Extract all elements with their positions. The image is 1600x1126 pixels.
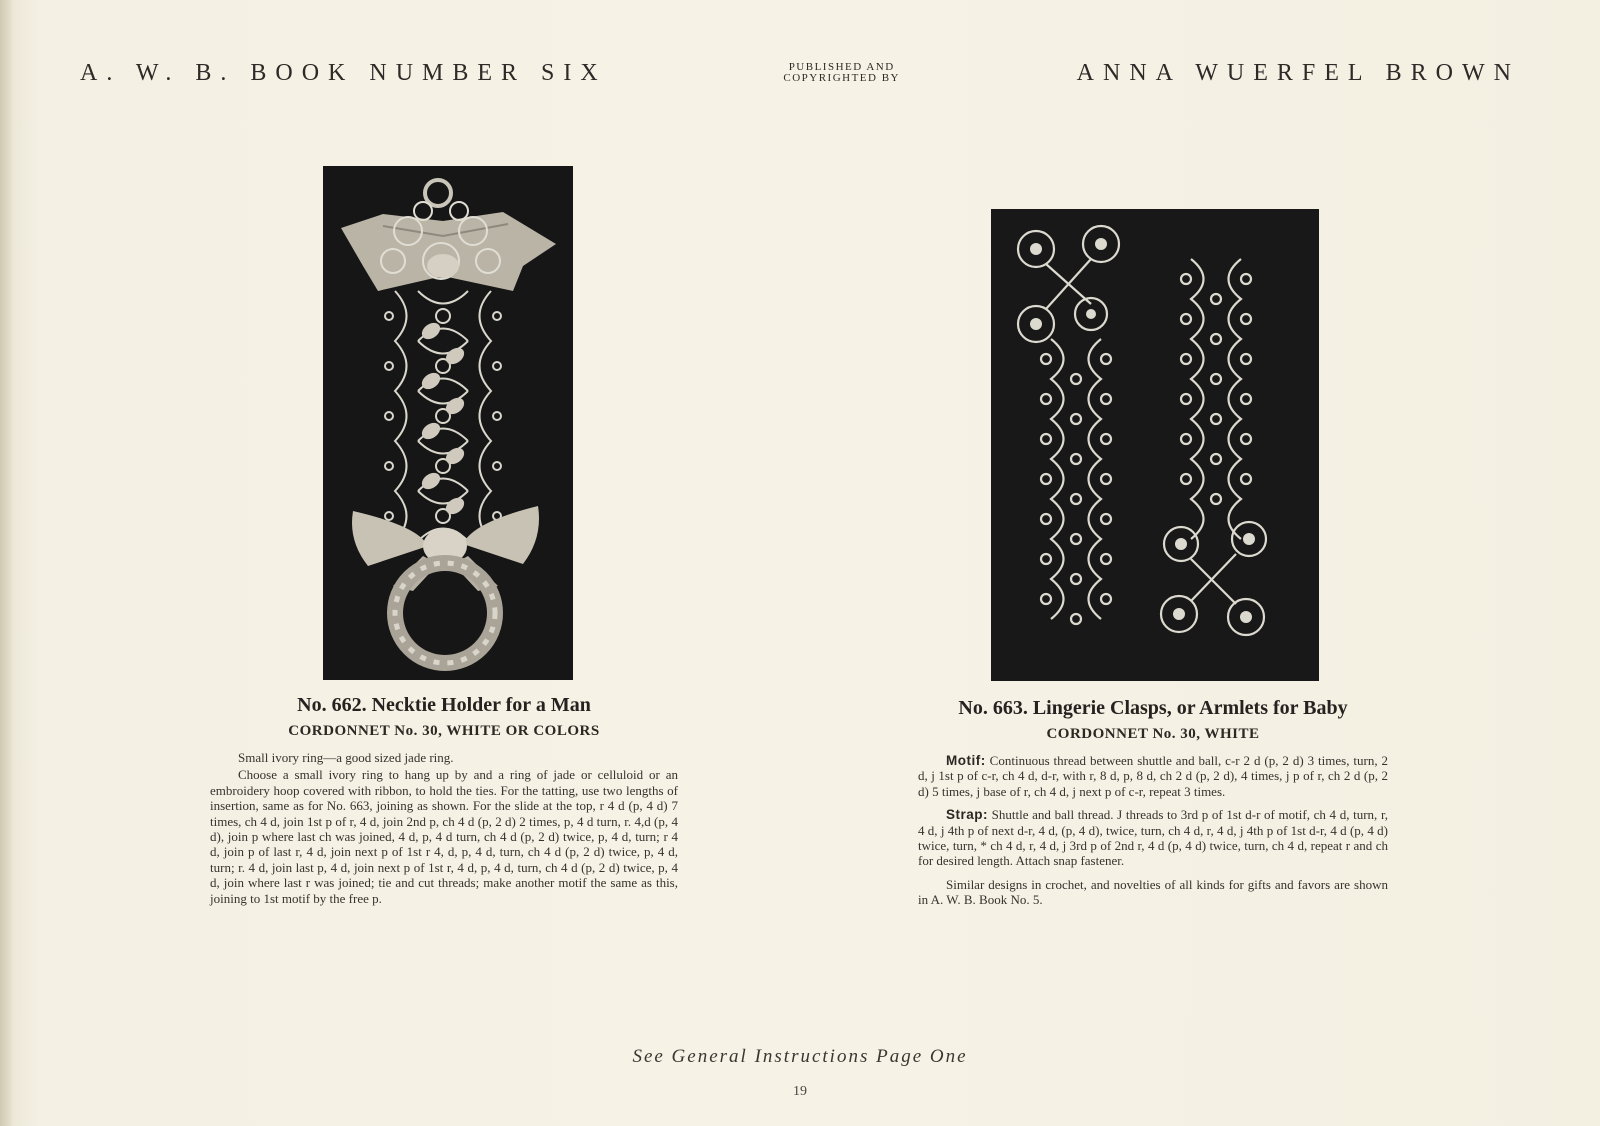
- strap-term: Strap:: [946, 807, 989, 823]
- header-published-line1: PUBLISHED AND: [788, 61, 895, 73]
- item-663-title: No. 663. Lingerie Clasps, or Armlets for Baby: [958, 697, 1348, 719]
- page-number: 19: [793, 1084, 807, 1099]
- header-book-title: A. W. B. BOOK NUMBER SIX: [80, 59, 607, 86]
- header-published-by: [783, 62, 900, 84]
- item-663-strap-paragraph: [918, 807, 1388, 869]
- item-662: [210, 694, 678, 908]
- spine-shadow: [0, 0, 14, 1126]
- item-663-instructions: [918, 753, 1388, 908]
- necktie-holder-illustration: [323, 166, 573, 680]
- lingerie-clasps-illustration: [991, 209, 1319, 681]
- item-663-motif-paragraph: [918, 753, 1388, 799]
- motif-term: Motif:: [946, 753, 986, 768]
- item-663-thread: CORDONNET No. 30, WHITE: [1046, 726, 1260, 742]
- item-662-title: No. 662. Necktie Holder for a Man: [297, 694, 591, 716]
- item-662-paragraph: Choose a small ivory ring to hang up by and a ring of jade or celluloid or an embroidery hoop covered with ribbon, to hold the ties. For the tatting, use two lengths of insertion, same as for No. 663, joining as shown. For the slide at the top, r 4 d (p, 4 d) 7 times, ch 4 d, join 1st p of r, 4 d, join 2nd p, ch 4 d (p, 2 d) 2 times, p, 4 d turn, r. 4,d (p, 4 d), join p where last ch was joined, 4 d, p, 4 d turn, ch 4 d (p, 2 d) twice, p, 4 d, turn; r 4 d, join p of last r, 4 d, join next p of 1st r 4, d, p, 4 d, turn, ch 4 d (p, 2 d) twice, p, 4 d, turn; r. 4 d, join last p, 4 d, join next p of 1st r, 4 d, p, 4 d, turn, ch 4 d (p, 2 d) twice, p, 4 d, join where last r was joined; tie and cut threads; make another motif the same as this, joining to 1st motif by the free p.: [210, 767, 678, 906]
- header-published-line2: COPYRIGHTED BY: [783, 72, 901, 84]
- note-text: Similar designs in crochet, and novelties of all kinds for gifts and favors are shown in A. W. B. Book No. 5.: [918, 876, 1388, 908]
- item-662-instructions: [210, 750, 678, 906]
- running-header: [80, 58, 1520, 88]
- photo-necktie-holder: [323, 166, 573, 680]
- item-663-note-paragraph: [918, 877, 1388, 908]
- strap-text: Shuttle and ball thread. J threads to 3rd p of 1st d-r of motif, ch 4 d, turn, r, 4 d, j 4th p of next d-r, 4 d, (p, 4 d), twice, turn, ch 4 d, r, 4 d, j 4th p of 1st d-r, 4 d (p, 4 d) twice, turn, * ch 4 d, r, 4 d, j 3rd p of 2nd r, 4 d (p, 4 d) twice, turn, ch 4 d, repeat r and ch for desired length. Attach snap fastener.: [918, 807, 1388, 869]
- general-instructions-note: See General Instructions Page One: [632, 1046, 968, 1067]
- photo-lingerie-clasps: [991, 209, 1319, 681]
- item-663: [918, 697, 1388, 916]
- motif-text: Continuous thread between shuttle and ball, c-r 2 d (p, 2 d) 3 times, turn, 2 d, j 1st p of c-r, ch 4 d, d-r, with r, 8 d, p, 8 d, ch 2 d (p, 2 d), 4 times, j p of r, ch 2 d (p, 2 d) 5 times, j base of r, ch 4 d, j next p of c-r, repeat 3 times.: [918, 753, 1388, 799]
- item-662-thread: CORDONNET No. 30, WHITE OR COLORS: [288, 723, 600, 739]
- item-662-paragraph: Small ivory ring—a good sized jade ring.: [238, 750, 454, 765]
- header-author: ANNA WUERFEL BROWN: [1076, 59, 1520, 86]
